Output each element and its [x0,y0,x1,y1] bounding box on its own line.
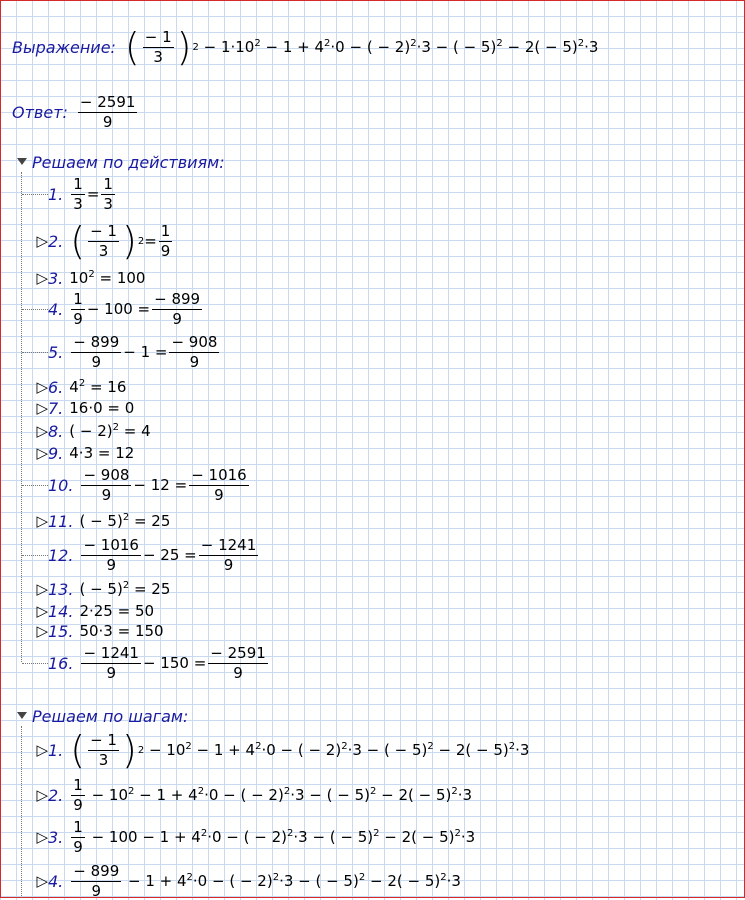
action-row[interactable]: ▷ 9. 4·3 = 12 [36,443,135,463]
action-row: 4. $\frac{1}{9}$ − 100 = $\frac{- 899}{9}$ [22,290,204,328]
action-row[interactable]: ▷ 8. ( − 2)$^2$ = 4 [36,421,151,441]
action-row[interactable]: ▷ 6. $4^2 = 16$ [36,377,127,397]
action-row: 5. $\frac{- 899}{9}$ − 1 = $\frac{- 908}{9}$ [22,333,221,371]
action-row[interactable]: ▷ 15. 50·3 = 150 [36,621,164,641]
step-row[interactable]: ▷ 1. ( $\frac{- 1}{3}$ ) 2 − $10^2 - 1 + 4^2\cdot 0$ − ( − 2)$^2$·3 − ( − $5)^2 - 2( - 5)^2\cdot 3$ [36,728,530,772]
step-row[interactable]: ▷ 2. $\frac{1}{9}$ − $10^2 - 1 + 4^2\cdot 0$ − ( − 2)$^2$·3 − ( − $5)^2 - 2( - 5)^2\cdot 3$ [36,775,473,814]
answer-label: Ответ: [12,102,68,122]
step-row[interactable]: ▷ 3. $\frac{1}{9}$ − $100 - 1 + 4^2\cdot 0$ − ( − 2)$^2$·3 − ( − $5)^2 - 2( - 5)^2\cdot 3$ [36,817,476,856]
action-row: 1. $\frac{1}{3}$ = $\frac{1}{3}$ [22,176,117,212]
action-row[interactable]: ▷ 14. 2·25 = 50 [36,601,155,621]
collapse-icon[interactable] [17,712,27,719]
action-row[interactable]: ▷ 13. ( − 5)$^2$ = 25 [36,579,171,599]
actions-header[interactable]: Решаем по действиям: [32,152,225,172]
action-row[interactable]: ▷ 7. 16·0 = 0 [36,398,135,418]
step-row[interactable]: ▷ 4. $\frac{- 899}{9}$ − $1 + 4^2\cdot 0$ − ( − 2)$^2$·3 − ( − $5)^2 - 2( - 5)^2\cdot 3$ [36,861,461,900]
expression-label: Выражение: [12,37,116,57]
answer-row [12,92,139,132]
action-row[interactable]: ▷ 11. ( − 5)$^2$ = 25 [36,511,171,531]
answer-value: $\frac{- 2591}{9}$ [79,92,136,131]
action-row: 10. $\frac{- 908}{9}$ − 12 = $\frac{- 1016}{9}$ [22,466,251,504]
action-row: 12. $\frac{- 1016}{9}$ − 25 = $\frac{- 1241}{9}$ [22,536,260,574]
action-row[interactable]: ▷ 2. ( $\frac{- 1}{3}$ ) 2 = $\frac{1}{9}$ [36,219,171,263]
action-row: 16. $\frac{- 1241}{9}$ − 150 = $\frac{- 2591}{9}$ [22,644,270,682]
steps-header[interactable]: Решаем по шагам: [32,706,189,726]
action-row[interactable]: ▷ 3. $10^2 = 100$ [36,268,146,288]
collapse-icon[interactable] [17,158,27,165]
expression-row: Выражение: ( $\frac{- 1}{3}$ ) 2 − $1\cdot 10^2 - 1 + 4^2\cdot 0$ − ( − 2)$^2$·3 − ( − $5)^2 - 2( - 5)^2\cdot 3$ [12,25,599,69]
